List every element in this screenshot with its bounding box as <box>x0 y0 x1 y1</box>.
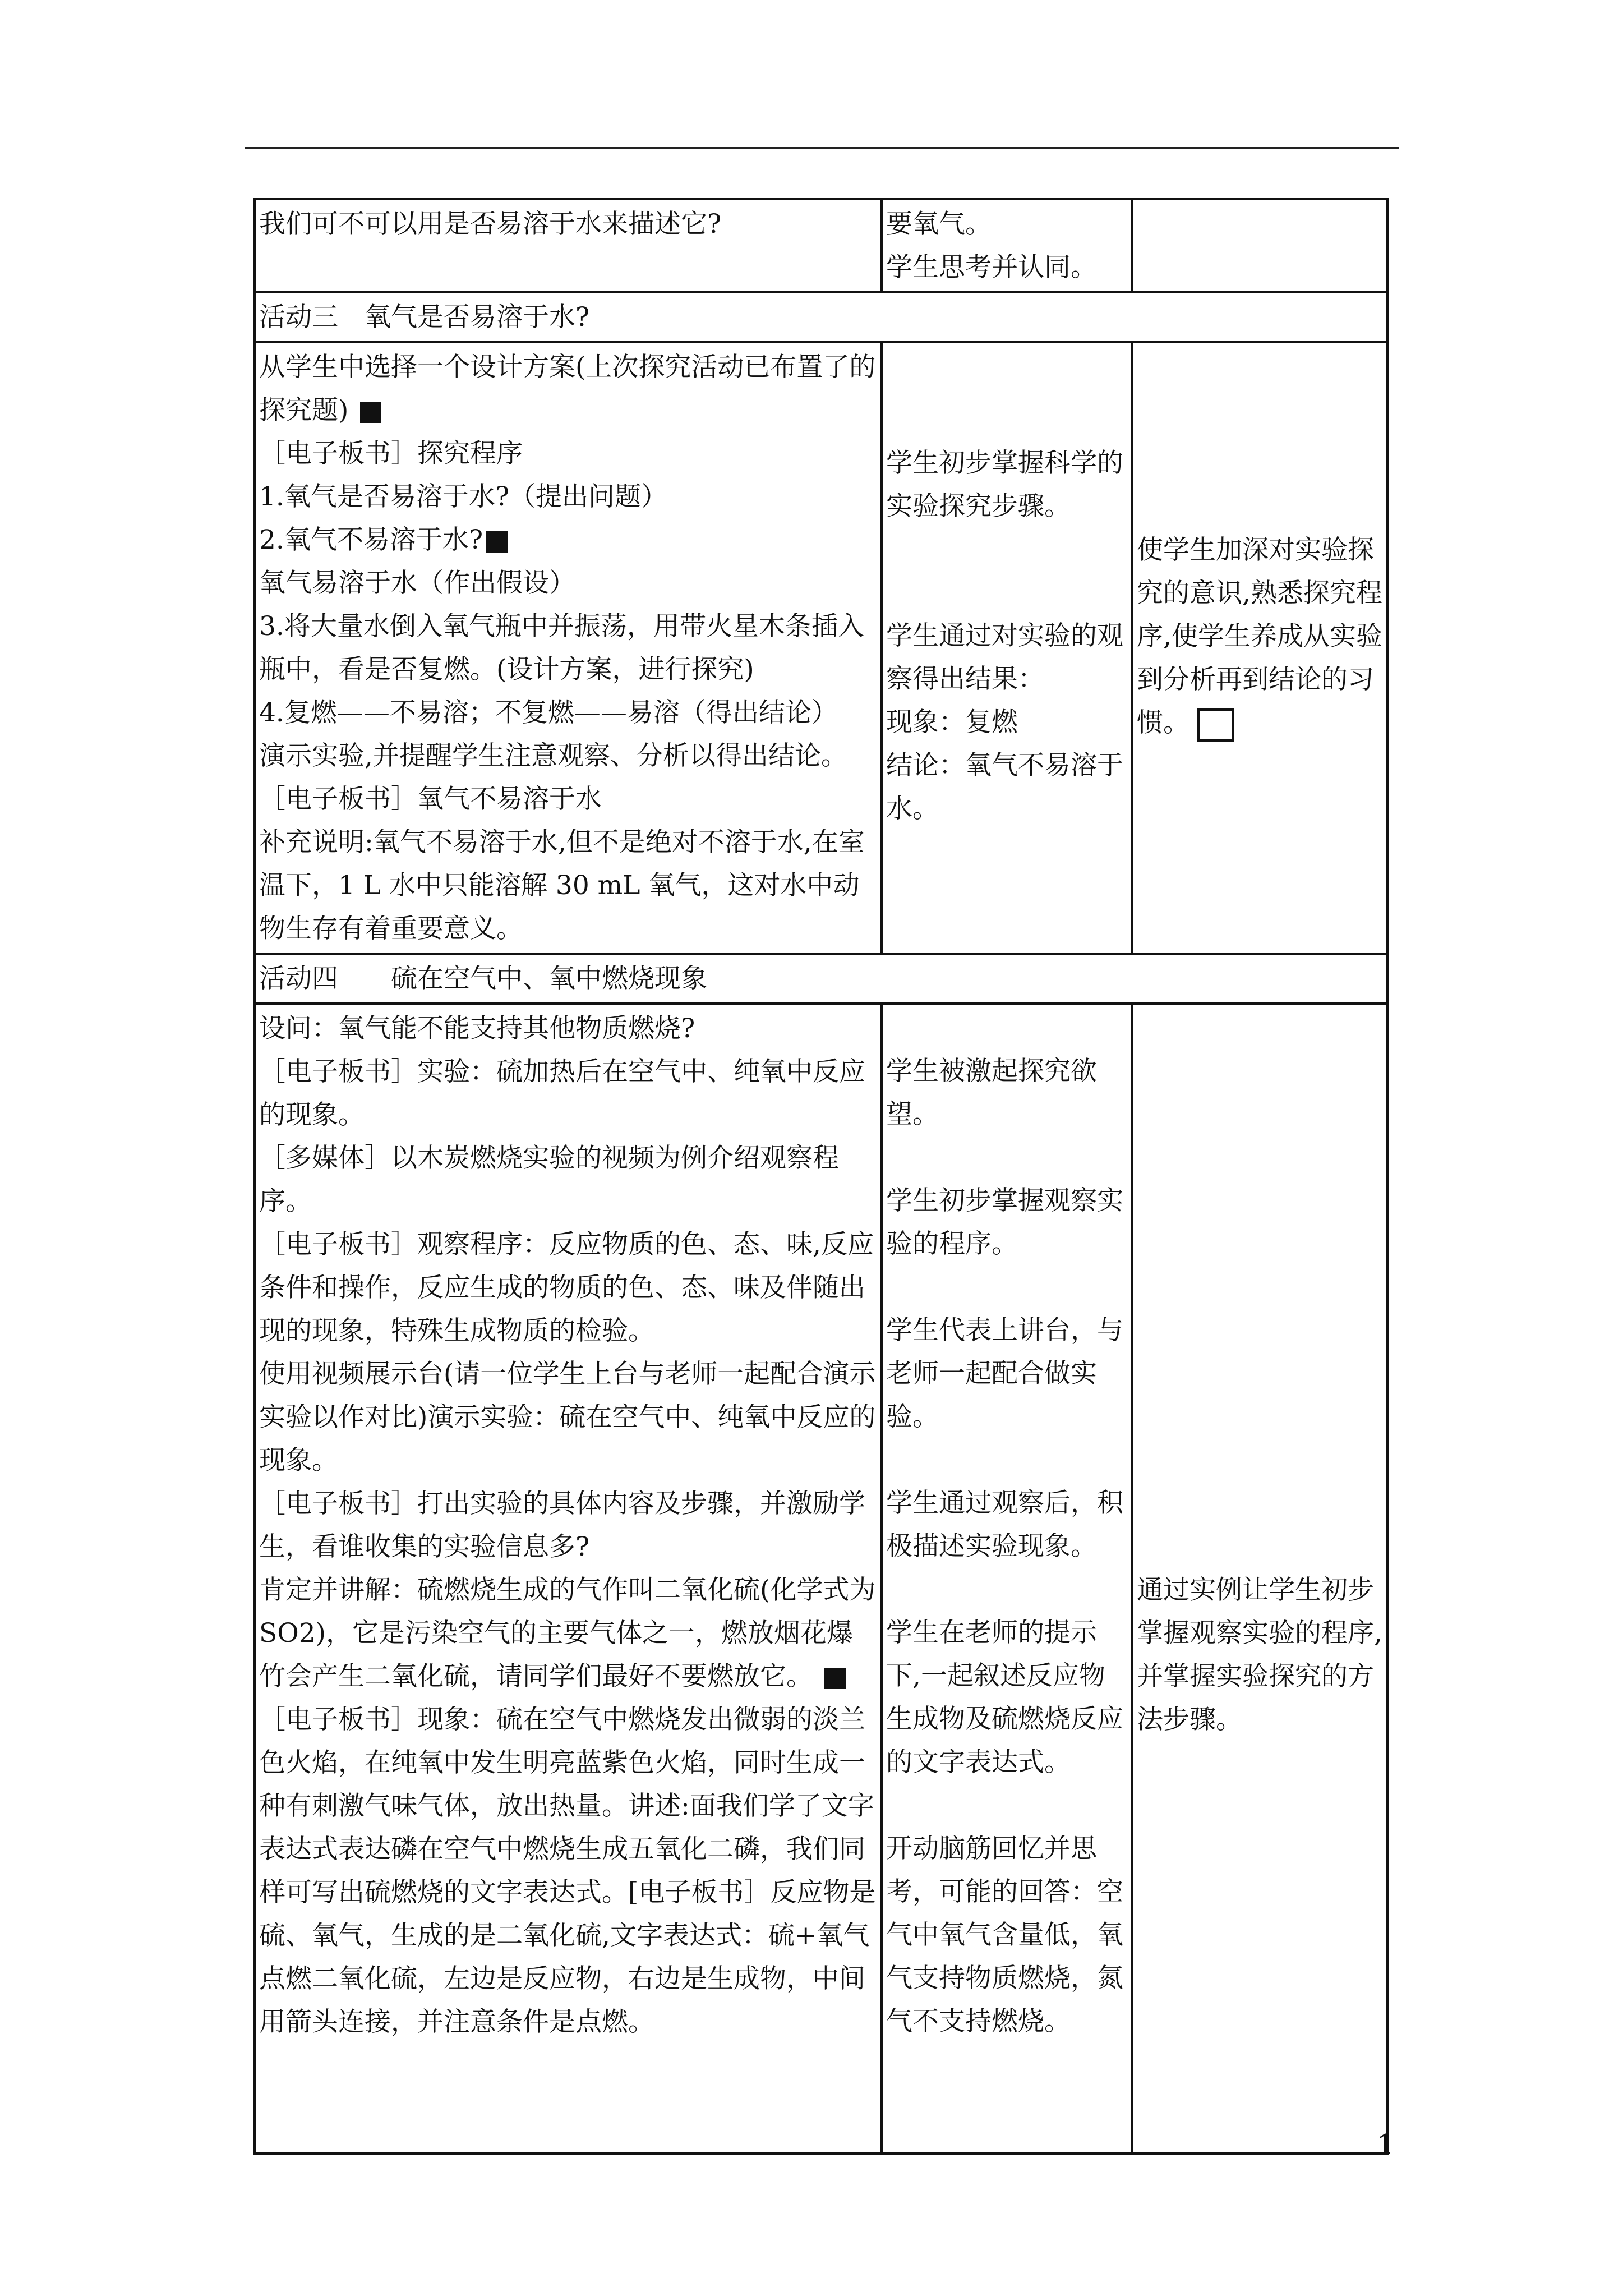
page-number: 1 <box>1377 2129 1394 2160</box>
activity-three-heading: 活动三 氧气是否易溶于水? <box>255 292 1387 342</box>
table-row <box>255 199 1387 292</box>
student-activity-cell: 学生被激起探究欲望。 学生初步掌握观察实验的程序。 学生代表上讲台，与老师一起配合做实验。 学生通过观察后，积极描述实验现象。 学生在老师的提示下,一起叙述反应物生成物及硫燃烧反应的文字表达式。 开动脑筋回忆并思考，可能的回答：空气中氧气含量低，氧气支持物质燃烧，氮气不支持燃烧。 <box>882 1004 1132 2154</box>
design-intent-cell <box>1132 199 1387 292</box>
table-row <box>255 1004 1387 2154</box>
black-square-icon <box>360 402 381 423</box>
design-intent-cell: 使学生加深对实验探究的意识,熟悉探究程序,使学生养成从实验到分析再到结论的习惯。 <box>1132 342 1387 954</box>
black-square-icon <box>824 1668 846 1689</box>
design-intent-cell: 通过实例让学生初步掌握观察实验的程序,并掌握实验探究的方法步骤。 <box>1132 1004 1387 2154</box>
activity-heading-row <box>255 292 1387 342</box>
lesson-plan-table <box>253 198 1389 2155</box>
empty-box-icon <box>1197 708 1234 742</box>
header-rule <box>245 147 1399 149</box>
teacher-activity-cell: 设问：氧气能不能支持其他物质燃烧? ［电子板书］实验：硫加热后在空气中、纯氧中反应的现象。 ［多媒体］以木炭燃烧实验的视频为例介绍观察程序。 ［电子板书］观察程序：反应物质的色、态、味,反应条件和操作，反应生成的物质的色、态、味及伴随出现的现象，特殊生成物质的检验。 使用视频展示台(请一位学生上台与老师一起配合演示实验以作对比)演示实验：硫在空气中、纯氧中反应的现象。 ［电子板书］打出实验的具体内容及步骤，并激励学生，看谁收集的实验信息多? 肯定并讲解：硫燃烧生成的气作叫二氧化硫(化学式为 SO2)，它是污染空气的主要气体之一，燃放烟花爆竹会产生二氧化硫，请同学们最好不要燃放它。 ［电子板书］现象：硫在空气中燃烧发出微弱的淡兰色火焰，在纯氧中发生明亮蓝紫色火焰，同时生成一种有刺激气味气体，放出热量。讲述:面我们学了文字表达式表达磷在空气中燃烧生成五氧化二磷，我们同样可写出硫燃烧的文字表达式。[电子板书］反应物是硫、氧气，生成的是二氧化硫,文字表达式：硫+氧气点燃二氧化硫，左边是反应物，右边是生成物，中间用箭头连接，并注意条件是点燃。 <box>255 1004 882 2154</box>
black-square-icon <box>486 531 508 553</box>
student-activity-cell: 要氧气。 学生思考并认同。 <box>882 199 1132 292</box>
student-activity-cell: 学生初步掌握科学的实验探究步骤。 学生通过对实验的观察得出结果： 现象：复燃 结论：氧气不易溶于水。 <box>882 342 1132 954</box>
activity-heading-row <box>255 954 1387 1004</box>
activity-four-heading: 活动四 硫在空气中、氧中燃烧现象 <box>255 954 1387 1004</box>
teacher-activity-cell: 从学生中选择一个设计方案(上次探究活动已布置了的探究题) ［电子板书］探究程序 1.氧气是否易溶于水?（提出问题） 2.氧气不易溶于水? 氧气易溶于水（作出假设） 3.将大量水倒入氧气瓶中并振荡，用带火星木条插入瓶中，看是否复燃。(设计方案，进行探究) 4.复燃——不易溶；不复燃——易溶（得出结论） 演示实验,并提醒学生注意观察、分析以得出结论。 ［电子板书］氧气不易溶于水 补充说明:氧气不易溶于水,但不是绝对不溶于水,在室温下，1 L 水中只能溶解 30 mL 氧气，这对水中动物生存有着重要意义。 <box>255 342 882 954</box>
teacher-activity-cell: 我们可不可以用是否易溶于水来描述它? <box>255 199 882 292</box>
table-row <box>255 342 1387 954</box>
